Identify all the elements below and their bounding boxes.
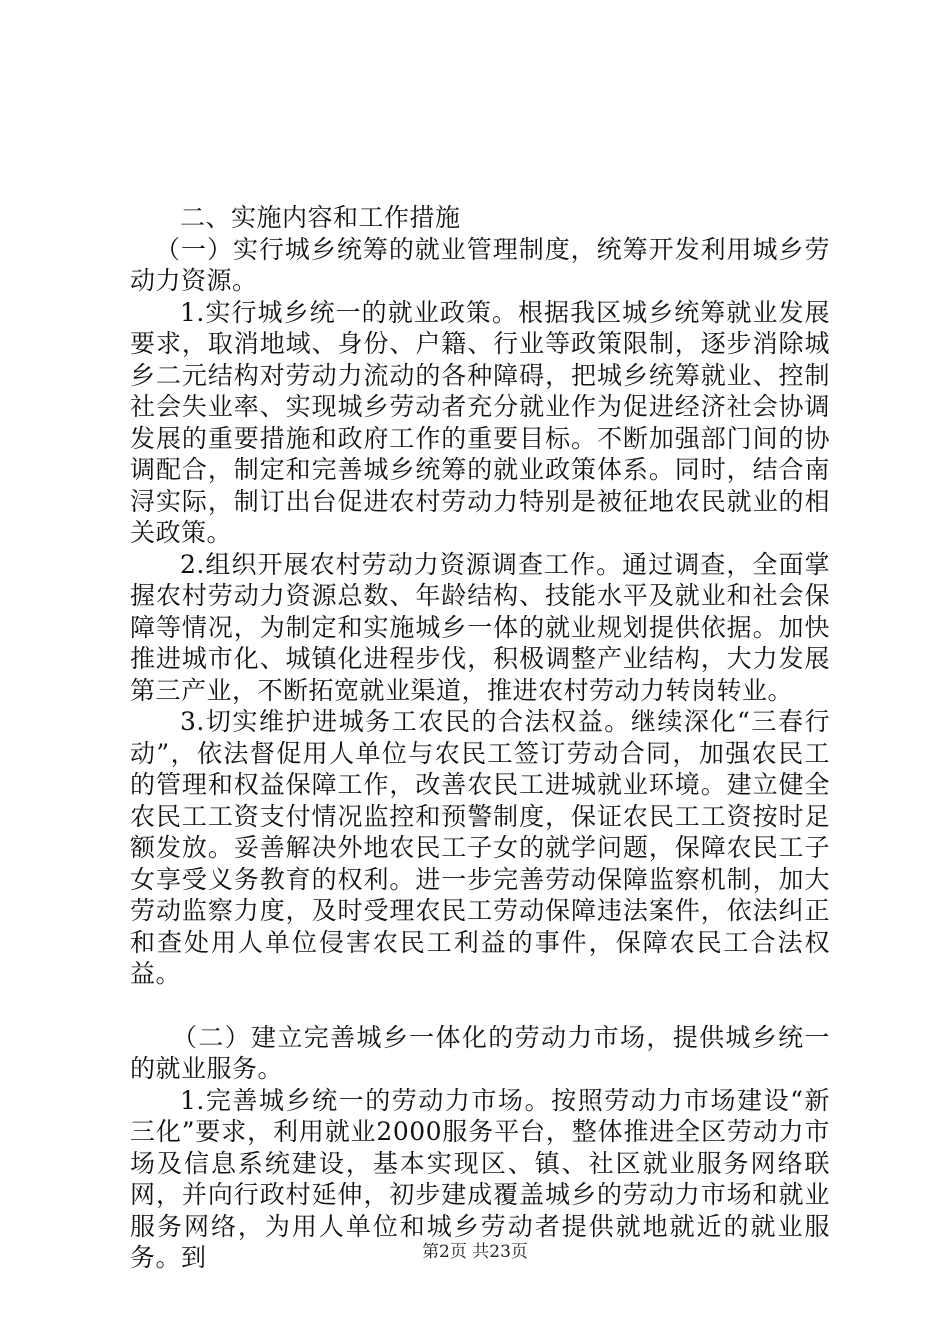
subsection-heading-2: （二）建立完善城乡一体化的劳动力市场，提供城乡统一的就业服务。: [130, 1022, 830, 1083]
paragraph-item-1-1: 1.实行城乡统一的就业政策。根据我区城乡统筹就业发展要求，取消地域、身份、户籍、行业等政策限制，逐步消除城乡二元结构对劳动力流动的各种障碍，把城乡统筹就业、控制社会失业率、实现城乡劳动者充分就业作为促进经济社会协调发展的重要措施和政府工作的重要目标。不断加强部门间的协调配合，制定和完善城乡统筹的就业政策体系。同时，结合南浔实际，制订出台促进农村劳动力特别是被征地农民就业的相关政策。: [130, 297, 830, 547]
paragraph-item-2-1: 1.完善城乡统一的劳动力市场。按照劳动力市场建设“新三化”要求，利用就业2000服务平台，整体推进全区劳动力市场及信息系统建设，基本实现区、镇、社区就业服务网络联网，并向行政村延伸，初步建成覆盖城乡的劳动力市场和就业服务网络，为用人单位和城乡劳动者提供就地就近的就业服务。到: [130, 1085, 830, 1272]
page-footer: 第2页 共23页: [422, 1242, 528, 1262]
section-title: 二、实施内容和工作措施: [180, 203, 461, 232]
paragraph-item-1-3: 3.切实维护进城务工农民的合法权益。继续深化“三春行动”，依法督促用人单位与农民工签订劳动合同，加强农民工的管理和权益保障工作，改善农民工进城就业环境。建立健全农民工工资支付情况监控和预警制度，保证农民工工资按时足额发放。妥善解决外地农民工子女的就学问题，保障农民工子女享受义务教育的权利。进一步完善劳动保障监察机制，加大劳动监察力度，及时受理农民工劳动保障违法案件，依法纠正和查处用人单位侵害农民工利益的事件，保障农民工合法权益。: [130, 707, 830, 988]
document-body: [130, 202, 830, 1274]
paragraph-spacer: [130, 990, 830, 1022]
subsection-heading-1: （一）实行城乡统筹的就业管理制度，统筹开发利用城乡劳动力资源。: [130, 234, 830, 295]
paragraph-item-1-2: 2.组织开展农村劳动力资源调查工作。通过调查，全面掌握农村劳动力资源总数、年龄结构、技能水平及就业和社会保障等情况，为制定和实施城乡一体的就业规划提供依据。加快推进城市化、城镇化进程步伐，积极调整产业结构，大力发展第三产业，不断拓宽就业渠道，推进农村劳动力转岗转业。: [130, 549, 830, 705]
